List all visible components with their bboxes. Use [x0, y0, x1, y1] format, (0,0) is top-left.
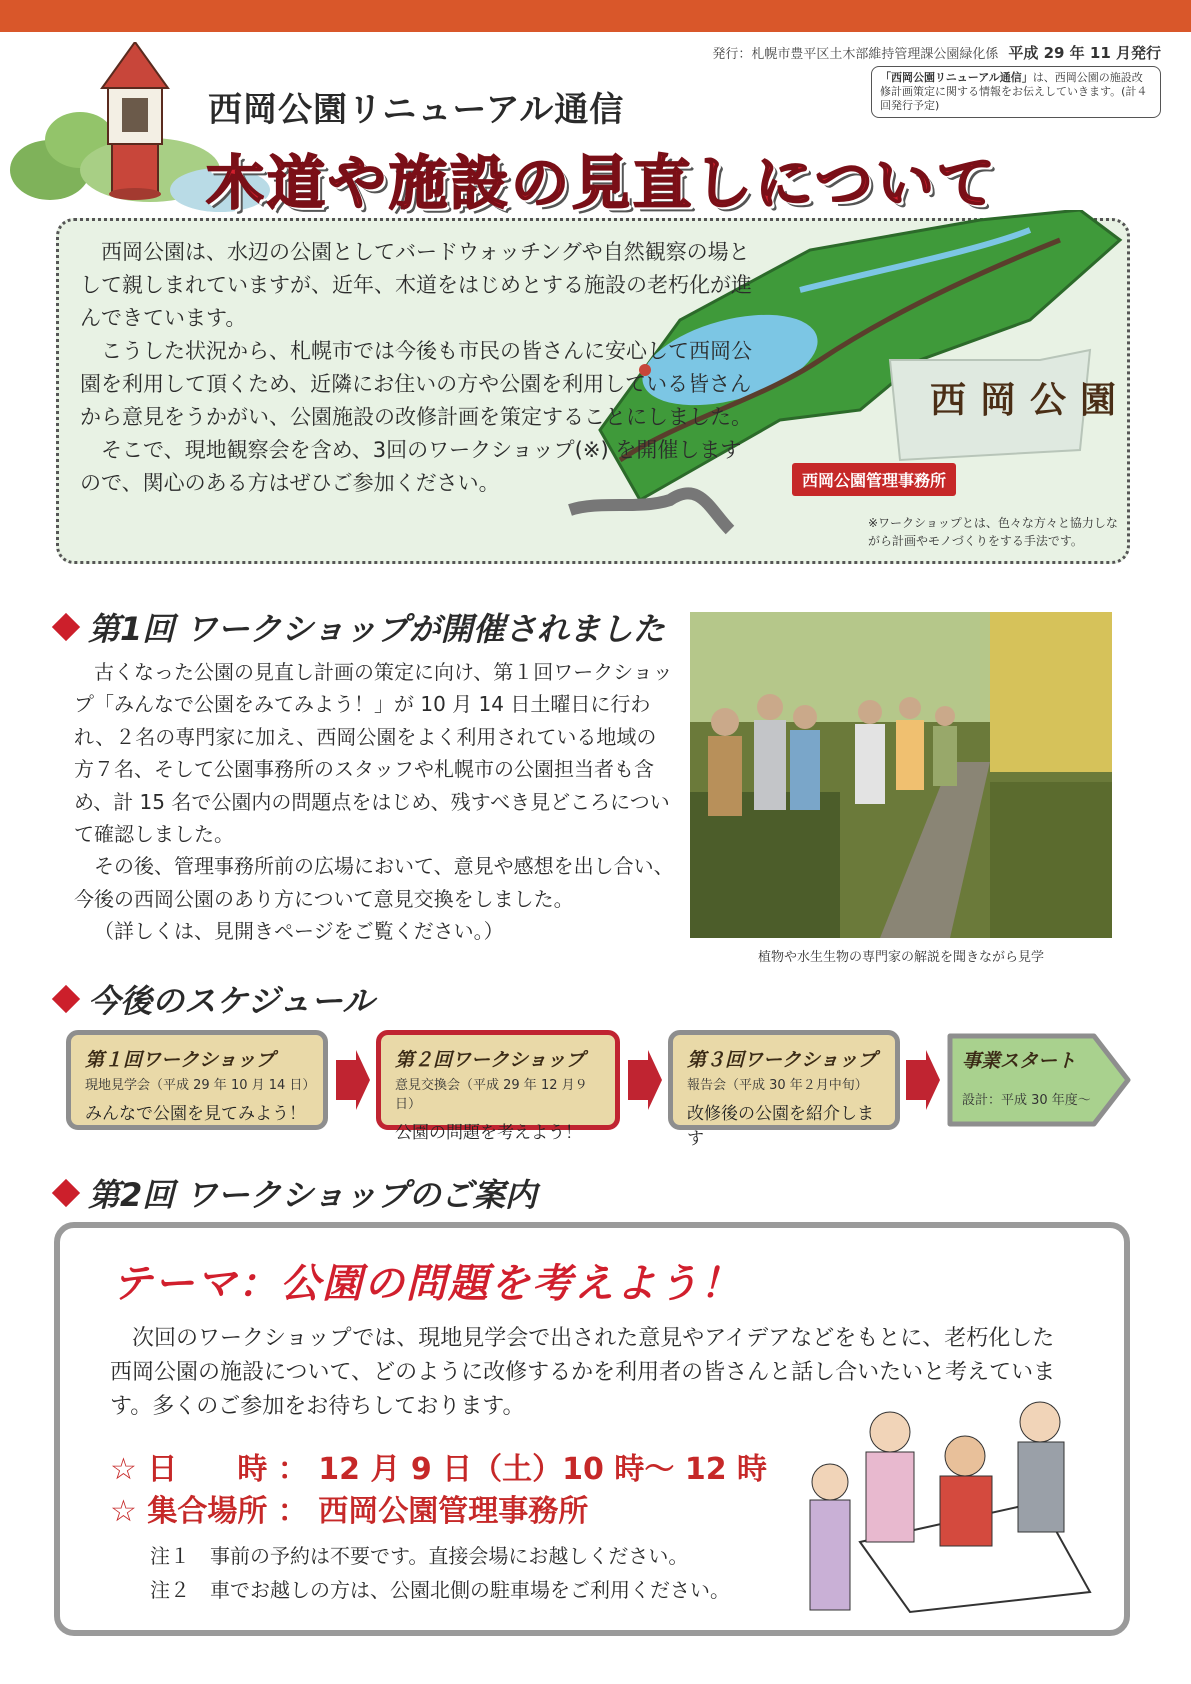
ws2-theme: テーマ：公園の問題を考えよう！ — [112, 1261, 742, 1307]
arrow-right-icon — [906, 1050, 940, 1110]
schedule-step-4 — [944, 1030, 1134, 1130]
diamond-bullet-icon — [52, 1179, 80, 1207]
schedule-step-sub: 設計：平成 30 年度〜 — [962, 1093, 1091, 1108]
schedule-step-3 — [668, 1030, 900, 1149]
issuer-line — [712, 42, 1161, 63]
arrow-right-icon — [336, 1050, 370, 1110]
intro-paragraph: そこで、現地観察会を含め、3回のワークショップ(※) を開催しますので、関心のある方はぜひご参加ください。 — [80, 438, 742, 495]
ws2-paragraph: 次回のワークショップでは、現地見学会で出された意見やアイデアなどをもとに、老朽化した西岡公園の施設について、どのように改修するかを利用者の皆さんと話し合いたいと考えています。多くのご参加をお待ちしております。 — [110, 1326, 1056, 1419]
diamond-bullet-icon — [52, 985, 80, 1013]
section-heading-ws1 — [56, 604, 665, 650]
section-heading-text: 第2回 ワークショップのご案内 — [88, 1176, 537, 1214]
schedule-step-title: 第３回ワークショップ — [687, 1049, 877, 1071]
ws2-note: 注２ 車でお越しの方は、公園北側の駐車場をご利用ください。 — [150, 1578, 730, 1602]
schedule-step-sub: 意見交換会（平成 29 年 12 月９日） — [395, 1078, 588, 1112]
section-heading-schedule — [56, 976, 374, 1022]
ws1-paragraph: その後、管理事務所前の広場において、意見や感想を出し合い、今後の西岡公園のあり方について意見交換をしました。 — [74, 854, 674, 911]
ws2-note: 注１ 事前の予約は不要です。直接会場にお越しください。 — [150, 1544, 689, 1568]
fieldtrip-photo — [690, 612, 1112, 938]
intro-text — [80, 236, 760, 500]
schedule-step-sub: 報告会（平成 30 年２月中旬） — [687, 1078, 868, 1093]
map-park-label: 西岡公園 — [930, 380, 1131, 421]
newsletter-subtitle: 西岡公園リニューアル通信 — [208, 90, 625, 130]
schedule-step-main: 改修後の公園を紹介します — [687, 1104, 874, 1149]
schedule-step-2 — [376, 1030, 620, 1143]
issue-date: 平成 29 年 11 月発行 — [1008, 44, 1161, 62]
meeting-people-illustration — [800, 1392, 1100, 1622]
newsletter-title: 木道や施設の見直しについて — [206, 149, 998, 217]
section-heading-text: 第1回 ワークショップが開催されました — [88, 610, 665, 648]
schedule-step-title: 第１回ワークショップ — [85, 1049, 275, 1071]
schedule-step-title: 事業スタート — [962, 1050, 1077, 1072]
tower-illustration — [86, 42, 184, 202]
map-office-label: 西岡公園管理事務所 — [792, 463, 956, 496]
ws2-date-line: ☆ 日 時 ： 12 月 9 日（土）10 時〜 12 時 — [110, 1452, 768, 1487]
schedule-step-title: 第２回ワークショップ — [395, 1049, 585, 1071]
top-color-bar — [0, 0, 1191, 32]
section-heading-ws2 — [56, 1170, 537, 1216]
issuer-name: 発行：札幌市豊平区土木部維持管理課公園緑化係 — [712, 47, 999, 62]
ws1-report-text — [74, 656, 674, 948]
schedule-step-main: 公園の問題を考えよう！ — [395, 1123, 582, 1143]
series-note-text: は、西岡公園の施設改修計画策定に関する情報をお伝えしていきます。(計４回発行予定) — [880, 71, 1148, 112]
ws1-paragraph: （詳しくは、見開きページをご覧ください。） — [94, 919, 504, 944]
schedule-step-sub: 現地見学会（平成 29 年 10 月 14 日） — [85, 1078, 316, 1093]
ws1-paragraph: 古くなった公園の見直し計画の策定に向け、第１回ワークショップ「みんなで公園をみてみよう！」が 10 月 14 日土曜日に行われ、２名の専門家に加え、西岡公園をよく利用されている地域の方７名、そして公園事務所のスタッフや札幌市の公園担当者も含め、計 15 名で公園内の問題点をはじめ、残すべき見どころについて確認しました。 — [74, 660, 673, 847]
schedule-step-4-text — [962, 1046, 1091, 1108]
intro-paragraph: こうした状況から、札幌市では今後も市民の皆さんに安心して西岡公園を利用して頂くため、近隣にお住いの方や公園を利用している皆さんから意見をうかがい、公園施設の改修計画を策定することにしました。 — [80, 339, 752, 429]
series-note-bold: 「西岡公園リニューアル通信」 — [880, 71, 1033, 84]
section-heading-text: 今後のスケジュール — [88, 982, 375, 1020]
intro-paragraph: 西岡公園は、水辺の公園としてバードウォッチングや自然観察の場として親しまれていますが、近年、木道をはじめとする施設の老朽化が進んできています。 — [80, 240, 752, 330]
schedule-step-1 — [66, 1030, 328, 1130]
workshop-footnote: ※ワークショップとは、色々な方々と協力しながら計画やモノづくりをする手法です。 — [868, 516, 1118, 548]
arrow-right-icon — [628, 1050, 662, 1110]
diamond-bullet-icon — [52, 613, 80, 641]
photo-caption: 植物や水生生物の専門家の解説を聞きながら見学 — [757, 950, 1044, 965]
series-note-box — [871, 66, 1161, 118]
schedule-step-main: みんなで公園を見てみよう！ — [85, 1104, 306, 1124]
ws2-place-line: ☆ 集合場所 ： 西岡公園管理事務所 — [110, 1494, 589, 1529]
